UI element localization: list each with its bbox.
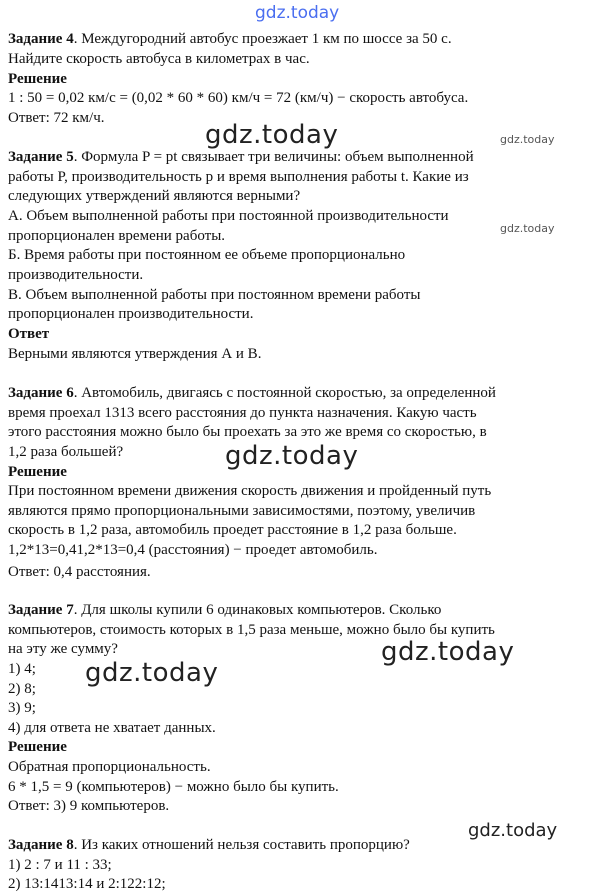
watermark-small-2: gdz.today xyxy=(500,222,555,235)
task4-line2: Найдите скорость автобуса в километрах в час. xyxy=(8,51,310,67)
task7-solution-2: 6 * 1,5 = 9 (компьютеров) − можно было бы купить. xyxy=(8,779,339,795)
task5-line3: следующих утверждений являются верными? xyxy=(8,188,301,204)
task5-option-a1: А. Объем выполненной работы при постоянной производительности xyxy=(8,208,449,224)
task6-text: . Автомобиль, двигаясь с постоянной скоростью, за определенной xyxy=(73,385,496,401)
task6-title xyxy=(8,384,496,403)
watermark-small-1: gdz.today xyxy=(500,133,555,146)
task8-title xyxy=(8,836,410,855)
watermark-3: gdz.today xyxy=(381,637,515,667)
task5-answer: Верными являются утверждения А и В. xyxy=(8,346,262,362)
watermark-2: gdz.today xyxy=(225,441,359,471)
task7-answer: Ответ: 3) 9 компьютеров. xyxy=(8,798,170,814)
task5-text: . Формула P = pt связывает три величины: объем выполненной xyxy=(73,149,474,165)
task7-option-3: 3) 9; xyxy=(8,700,36,716)
task7-solution-1: Обратная пропорциональность. xyxy=(8,759,211,775)
task8-option-2: 2) 13:1413:14 и 2:122:12; xyxy=(8,876,166,892)
task5-title xyxy=(8,148,474,167)
watermark-top: gdz.today xyxy=(255,3,340,23)
task7-option-4: 4) для ответа не хватает данных. xyxy=(8,720,216,736)
task5-option-c1: В. Объем выполненной работы при постоянном времени работы xyxy=(8,287,421,303)
task6-line4: 1,2 раза большей? xyxy=(8,444,124,460)
task7-line3: на эту же сумму? xyxy=(8,641,118,657)
task4-answer: Ответ: 72 км/ч. xyxy=(8,110,105,126)
task7-text: . Для школы купили 6 одинаковых компьютеров. Сколько xyxy=(73,602,442,618)
task5-answer-label: Ответ xyxy=(8,326,50,342)
task7-option-1: 1) 4; xyxy=(8,661,36,677)
task6-answer: Ответ: 0,4 расстояния. xyxy=(8,564,151,580)
task6-solution-label: Решение xyxy=(8,464,67,480)
task6-line3: этого расстояния можно было бы проехать за это же время со скоростью, в xyxy=(8,424,487,440)
task5-option-b1: Б. Время работы при постоянном ее объеме пропорционально xyxy=(8,247,406,263)
task6-line2: время проехал 1313 всего расстояния до пункта назначения. Какую часть xyxy=(8,405,477,421)
task7-option-2: 2) 8; xyxy=(8,681,36,697)
task5-heading: Задание 5 xyxy=(8,149,74,165)
task7-title xyxy=(8,601,441,620)
task7-solution-label: Решение xyxy=(8,739,67,755)
watermark-5: gdz.today xyxy=(468,820,558,841)
task4-solution-label: Решение xyxy=(8,71,67,87)
task6-heading: Задание 6 xyxy=(8,385,74,401)
task7-heading: Задание 7 xyxy=(8,602,74,618)
task5-line2: работы P, производительность p и время выполнения работы t. Какие из xyxy=(8,169,469,185)
task4-text: . Междугородний автобус проезжает 1 км по шоссе за 50 с. xyxy=(73,31,452,47)
task6-solution-3: скорость в 1,2 раза, автомобиль проедет расстояние в 1,2 раза больше. xyxy=(8,522,457,538)
task8-heading: Задание 8 xyxy=(8,837,74,853)
task8-text: . Из каких отношений нельзя составить пропорцию? xyxy=(73,837,410,853)
task5-option-a2: пропорционален времени работы. xyxy=(8,228,226,244)
task8-option-1: 1) 2 : 7 и 11 : 33; xyxy=(8,857,112,873)
task6-solution-1: При постоянном времени движения скорость движения и пройденный путь xyxy=(8,483,492,499)
task4-solution: 1 : 50 = 0,02 км/с = (0,02 * 60 * 60) км/ч = 72 (км/ч) − скорость автобуса. xyxy=(8,90,469,106)
watermark-1: gdz.today xyxy=(205,120,339,150)
task5-option-c2: пропорционален производительности. xyxy=(8,306,254,322)
watermark-4: gdz.today xyxy=(85,658,219,688)
task5-option-b2: производительности. xyxy=(8,267,144,283)
task6-solution-2: являются прямо пропорциональными зависимостями, поэтому, увеличив xyxy=(8,503,476,519)
task7-line2: компьютеров, стоимость которых в 1,5 раза меньше, можно было бы купить xyxy=(8,622,495,638)
task4-title xyxy=(8,30,452,49)
task4-heading: Задание 4 xyxy=(8,31,74,47)
task6-solution-4: 1,2*13=0,41,2*13=0,4 (расстояния) − проедет автомобиль. xyxy=(8,542,378,558)
